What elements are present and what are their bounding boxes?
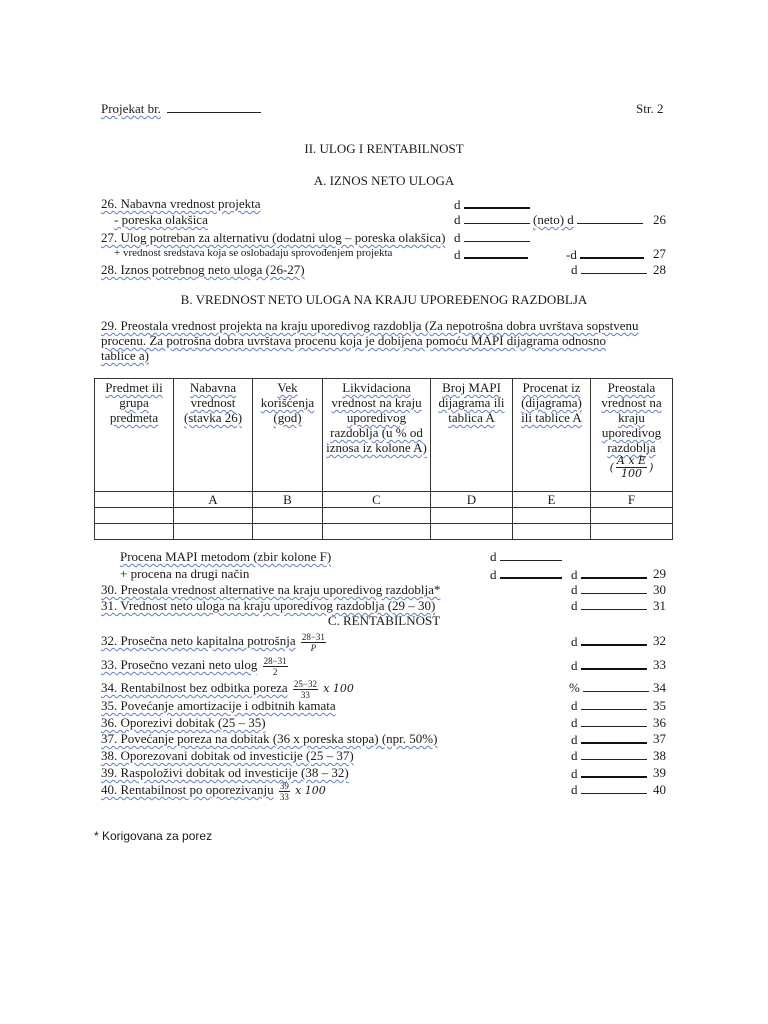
line-26b-field [454,212,643,227]
header-cell: Predmet ili grupa predmeta [95,379,174,492]
input-29[interactable] [581,566,647,579]
input-31[interactable] [581,598,647,610]
section-a-title: A. IZNOS NETO ULOGA [313,173,455,188]
input-28[interactable] [581,262,647,274]
column-letter: B [253,492,323,508]
neto-d-label: (neto) d [533,212,574,227]
header-cell: Procenat iz (dijagrama) ili tablice A [513,379,591,492]
input-26b[interactable] [464,212,530,224]
line-33-field: d [571,657,647,673]
project-number-field[interactable] [167,101,261,113]
header-cell: Preostala vrednost na kraju uporedivog razdoblja ( $\frac{\text{A x E}}{100}$ ) [591,379,673,492]
line-31: 31. Vrednost neto uloga na kraju uporedivog razdoblja (29 – 30) [101,598,436,613]
input-27b[interactable] [464,246,528,259]
column-letters-row [95,492,673,508]
input-37[interactable] [581,731,647,744]
input-34[interactable] [583,680,649,692]
number-38: 38 [653,748,666,763]
header-cell: Vek korišćenja (god) [253,379,323,492]
table-row[interactable] [95,524,673,540]
formula-40: $\frac{39}{33}$ [279,780,289,802]
number-32: 32 [653,633,666,648]
line-27a-field [454,230,530,245]
section-b-title: B. VREDNOST NETO ULOGA NA KRAJU UPOREĐENOG RAZDOBLJA [180,292,588,307]
line-27a: 27. Ulog potreban za alternativu (dodatni ulog – poreska olakšica) [101,230,446,245]
input-35[interactable] [581,698,647,710]
number-36: 36 [653,715,666,730]
number-33: 33 [653,657,666,672]
other-estimate-field: d [490,566,562,582]
line-38: 38. Oporezovani dobitak od investicije (25 – 37) [101,748,354,763]
column-letter: E [513,492,591,508]
column-letter: C [323,492,431,508]
line-37-field: d [571,731,647,747]
input-other[interactable] [500,566,562,579]
minus-d-label: -d [566,247,577,262]
column-letter: A [174,492,253,508]
footnote: * Korigovana za porez [94,829,213,843]
number-28: 28 [653,262,666,277]
line-30-field: d [571,582,647,597]
line-32: 32. Prosečna neto kapitalna potrošnja $\frac{28-31}{P}$ [101,631,325,653]
paragraph-29-line3: tablice a) [101,348,149,363]
input-mapi[interactable] [500,549,562,561]
table-header-row [95,379,673,492]
header-cell: Likvidaciona vrednost na kraju uporedivog razdoblja (u % od iznosa iz kolone A) [323,379,431,492]
line-35: 35. Povećanje amortizacije i odbitnih kamata [101,698,336,713]
line-26a-field [454,196,530,212]
line-40-field: d [571,782,647,797]
input-26-neto[interactable] [577,212,643,224]
mapi-estimate-line: Procena MAPI metodom (zbir kolone F) [120,549,332,564]
number-31: 31 [653,598,666,613]
column-letter [95,492,174,508]
mapi-table [94,378,673,540]
column-letter: D [431,492,513,508]
d-label: d [454,212,461,227]
line-27b-field [454,246,528,262]
line-27-field [566,246,644,262]
line-33: 33. Prosečno vezani neto ulog $\frac{28-31}{2}$ [101,655,287,677]
line-39: 39. Raspoloživi dobitak od investicije (38 – 32) [101,765,349,780]
line-26b: - poreska olakšica [114,212,208,227]
project-label: Projekat br. [101,101,161,116]
line-31-field: d [571,598,647,613]
page-number: Str. 2 [636,101,664,116]
number-27: 27 [653,246,666,261]
d-label: d [454,197,461,212]
number-30: 30 [653,582,666,597]
header-cell: Broj MAPI dijagrama ili tablica A [431,379,513,492]
line-40: 40. Rentabilnost po oporezivanju $\frac{39}{33}$ x 100 [101,780,326,802]
input-33[interactable] [581,657,647,670]
table-row[interactable] [95,508,673,524]
paragraph-29-line1: 29. Preostala vrednost projekta na kraju uporedivog razdoblja (Za nepotrošna dobra uvrštava sopstvenu [101,318,639,333]
header-cell: Nabavna vrednost (stavka 26) [174,379,253,492]
input-26a[interactable] [464,196,530,209]
input-39[interactable] [581,765,647,778]
line-29-field: d [571,566,647,582]
line-39-field: d [571,765,647,781]
formula-32: $\frac{28-31}{P}$ [301,631,325,653]
line-35-field: d [571,698,647,713]
input-40[interactable] [581,782,647,794]
input-32[interactable] [581,633,647,646]
line-28: 28. Iznos potrebnog neto uloga (26-27) [101,262,305,277]
input-30[interactable] [581,582,647,594]
input-36[interactable] [581,715,647,727]
line-30: 30. Preostala vrednost alternative na kraju uporedivog razdoblja* [101,582,441,597]
d-label: d [454,247,461,262]
formula-f: ( $\frac{\text{A x E}}{100}$ ) [609,454,654,480]
section-c-title: C. RENTABILNOST [327,613,441,628]
number-35: 35 [653,698,666,713]
mapi-estimate-field: d [490,549,562,564]
line-38-field: d [571,748,647,763]
line-34: 34. Rentabilnost bez odbitka poreza $\frac{25-32}{33}$ x 100 [101,678,354,700]
formula-34: $\frac{25-32}{33}$ [293,678,317,700]
number-29: 29 [653,566,666,581]
line-27b: + vrednost sredstava koja se oslobadaju sprovođenjem projekta [114,247,393,259]
project-number-label [101,101,261,116]
number-39: 39 [653,765,666,780]
input-27[interactable] [580,246,644,259]
input-38[interactable] [581,748,647,760]
column-letter: F [591,492,673,508]
number-26: 26 [653,212,666,227]
line-26a: 26. Nabavna vrednost projekta [101,196,261,211]
number-40: 40 [653,782,666,797]
paragraph-29-line2: procenu. Za potrošna dobra uvrštava procenu koja je dobijena pomoću MAPI dijagrama odnosno [101,333,607,348]
section-title: II. ULOG I RENTABILNOST [304,141,464,156]
input-27a[interactable] [464,230,530,242]
number-34: 34 [653,680,666,695]
line-28-field [571,262,647,277]
d-label: d [571,262,578,277]
formula-33: $\frac{28-31}{2}$ [263,655,287,677]
line-37: 37. Povećanje poreza na dobitak (36 x poreska stopa) (npr. 50%) [101,731,438,746]
d-label: d [454,230,461,245]
line-36: 36. Oporezivi dobitak (25 – 35) [101,715,266,730]
number-37: 37 [653,731,666,746]
other-estimate-line: + procena na drugi način [120,566,250,581]
line-32-field: d [571,633,647,649]
line-34-field: % [569,680,649,695]
line-36-field: d [571,715,647,730]
